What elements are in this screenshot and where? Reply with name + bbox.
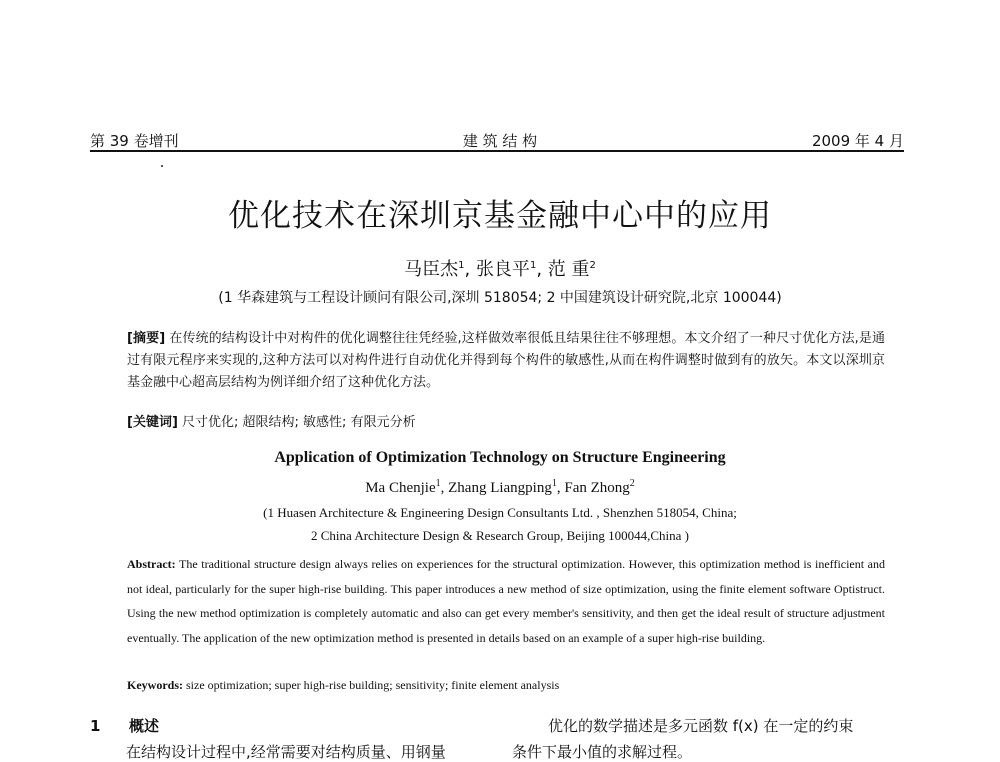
keywords-en-text: size optimization; super high-rise building; sensitivity; finite element analysis	[186, 678, 560, 692]
abstract-en-label: Abstract:	[127, 557, 176, 571]
author-sup: 1	[435, 478, 441, 489]
body-left-line: 在结构设计过程中,经常需要对结构质量、用钢量	[126, 743, 446, 761]
author-en: Ma Chenjie	[365, 480, 436, 496]
author-cn: 范 重	[547, 259, 590, 280]
keywords-cn	[127, 411, 885, 430]
abstract-en	[127, 552, 885, 650]
journal-name: 建 筑 结 构	[462, 132, 538, 150]
author-cn: 张良平	[475, 259, 530, 280]
paper-title-cn: 优化技术在深圳京基金融中心中的应用	[228, 198, 772, 234]
keywords-cn-label: [关键词]	[127, 415, 178, 430]
body-right-line: 条件下最小值的求解过程。	[512, 743, 693, 761]
keywords-cn-text: 尺寸优化; 超限结构; 敏感性; 有限元分析	[182, 415, 416, 430]
authors-en: Ma Chenjie$^1$, Zhang Liangping$^1$, Fan Zhong$^2$	[365, 478, 635, 496]
abstract-cn-label: [摘要]	[127, 331, 166, 346]
author-sup: 1	[551, 478, 557, 489]
paper-title-en: Application of Optimization Technology on Structure Engineering	[274, 449, 726, 466]
section-heading	[90, 715, 159, 736]
author-en: Zhang Liangping	[448, 480, 552, 496]
header-rule	[90, 150, 904, 152]
abstract-cn-text: 在传统的结构设计中对构件的优化调整往往凭经验,这样做效率很低且结果往往不够理想。本文介绍了一种尺寸优化方法,是通过有限元程序来实现的,这种方法可以对构件进行自动优化并得到每个构件的敏感性,从而在构件调整时做到有的放矢。本文以深圳京基金融中心超高层结构为例详细介绍了这种优化方法。	[127, 331, 886, 390]
abstract-en-text: The traditional structure design always relies on experiences for the structural optimization. However, this optimization method is inefficient and not ideal, particularly for the super high-rise building. This paper introduces a new method of size optimization, using the finite element software Optistruct. Using the new method optimization is completely automatic and also can get every member's sensitivity, and then get the ideal result of structure adjustment eventually. The application of the new optimization method is presented in details based on an example of a super high-rise building.	[127, 557, 885, 645]
author-sup: 2	[589, 260, 596, 271]
speck	[161, 165, 163, 167]
section-number: 1	[90, 717, 101, 735]
keywords-en-label: Keywords:	[127, 678, 183, 692]
affiliation-en-line: (1 Huasen Architecture & Engineering Design Consultants Ltd. , Shenzhen 518054, China;	[263, 505, 737, 520]
author-sup: 2	[629, 478, 635, 489]
section-title: 概述	[129, 717, 160, 735]
keywords-en	[127, 678, 885, 693]
authors-cn: 马臣杰$^1$, 张良平$^1$, 范 重$^2$	[404, 259, 596, 280]
author-cn: 马臣杰	[404, 259, 459, 280]
author-sup: 1	[529, 260, 537, 271]
journal-issue: 第 39 卷增刊	[90, 132, 179, 150]
body-right-line: 优化的数学描述是多元函数 f(x) 在一定的约束	[548, 717, 854, 735]
author-en: Fan Zhong	[564, 480, 630, 496]
abstract-cn	[127, 328, 885, 394]
author-sup: 1	[458, 260, 465, 271]
journal-date: 2009 年 4 月	[811, 132, 904, 150]
affiliation-en-line: 2 China Architecture Design & Research Group, Beijing 100044,China )	[310, 528, 689, 543]
affiliation-cn: (1 华森建筑与工程设计顾问有限公司,深圳 518054; 2 中国建筑设计研究院,北京 100044)	[218, 290, 782, 306]
